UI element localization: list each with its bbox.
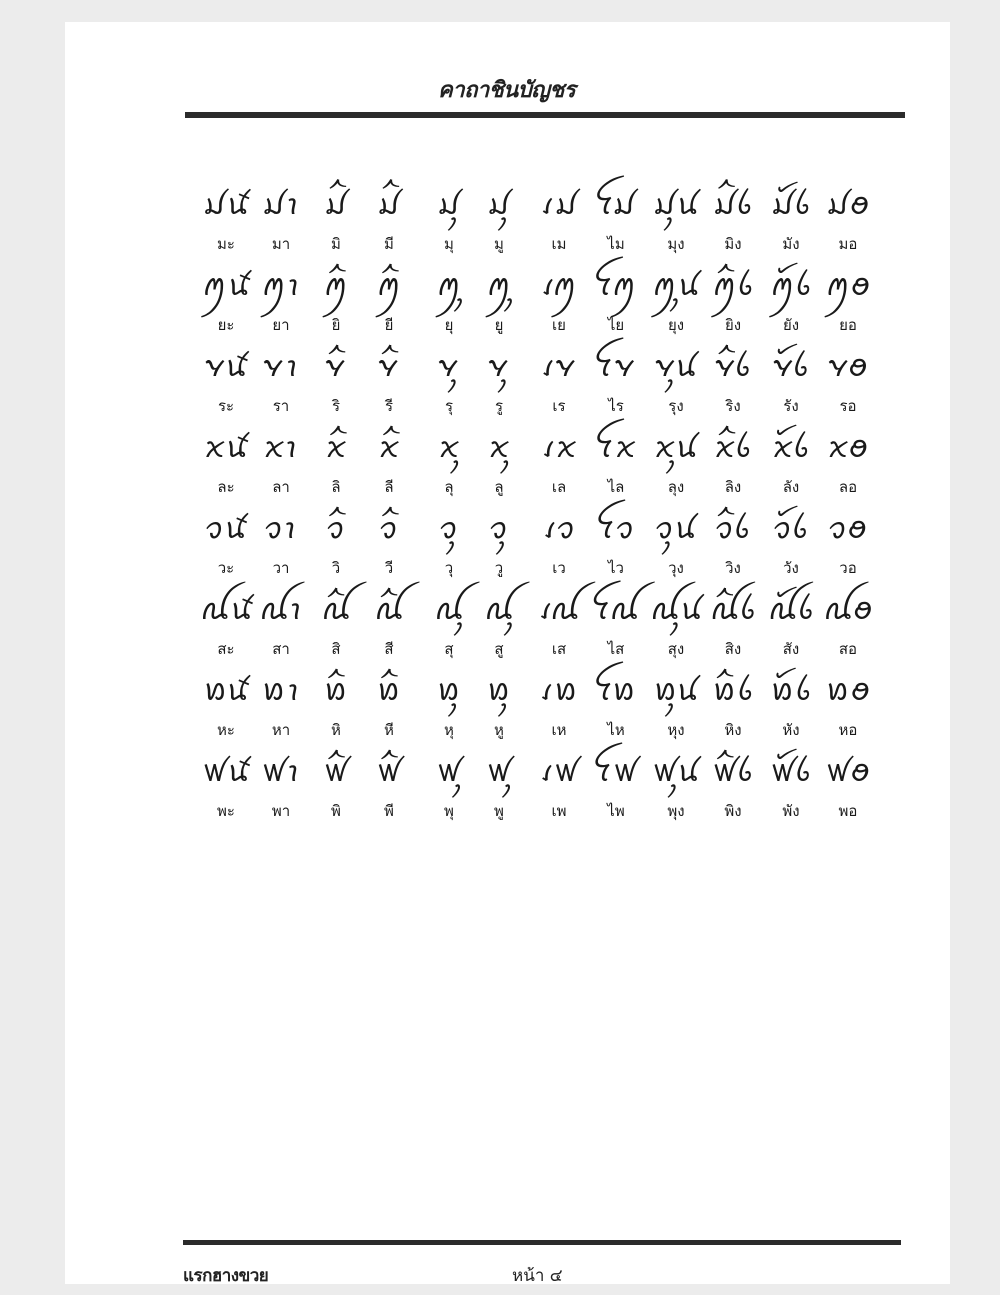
footer-book-title: แรกฮางขวย: [183, 1266, 269, 1286]
script-syllable: ꪩꪲꪉ: [714, 349, 752, 384]
script-syllable: ꪹꪎ: [541, 430, 577, 465]
script-syllable: ꪝꪱ: [261, 754, 301, 789]
thai-reading: ลิ: [331, 478, 341, 496]
script-row: [200, 428, 870, 468]
thai-reading: ระ: [217, 397, 235, 415]
thai-reading: ลุ: [444, 478, 454, 496]
thai-reading: มะ: [217, 235, 235, 253]
thai-reading: ริง: [725, 397, 741, 415]
thai-reading: สา: [272, 640, 290, 658]
script-syllable: ꪣꪲ: [324, 187, 348, 222]
thai-reading: สี: [384, 640, 394, 658]
thai-reading: เม: [551, 235, 567, 253]
script-syllable: ꪑꪮ: [825, 268, 871, 303]
script-syllable: ꪫꪲ: [326, 511, 346, 546]
script-syllable: ꪩꪰꪉ: [772, 349, 810, 384]
thai-reading: ไส: [607, 640, 625, 658]
thai-reading: รา: [272, 397, 290, 415]
script-syllable: ꪫꪮ: [828, 511, 868, 546]
thai-reading: ยี: [384, 316, 394, 334]
thai-reading: ละ: [217, 478, 235, 496]
thai-reading: พุ: [444, 802, 454, 820]
script-syllable: ꪎꪴ: [488, 430, 510, 465]
script-syllable: ꪝꪴꪙ: [652, 754, 700, 789]
thai-reading: พัง: [782, 802, 800, 820]
script-syllable: ꪣꪽ: [203, 187, 249, 222]
script-syllable: ꪎꪲ: [378, 430, 400, 465]
thai-reading: มิ: [331, 235, 341, 253]
thai-reading: หี: [384, 721, 394, 739]
script-row: [200, 509, 870, 549]
thai-reading: ไม: [607, 235, 625, 253]
thai-reading: วา: [272, 559, 290, 577]
thai-reading: พี: [384, 802, 394, 820]
script-syllable: ꪝꪲ: [376, 754, 402, 789]
thai-reading: สิ: [331, 640, 341, 658]
script-syllable: ꪹꪝ: [539, 754, 579, 789]
script-syllable: ꪩꪲ: [377, 349, 401, 384]
script-syllable: ꪹꪫ: [542, 511, 576, 546]
thai-reading: ยู: [494, 316, 504, 334]
script-syllable: ꪼꪏ: [592, 592, 640, 627]
script-syllable: ꪼꪫ: [597, 511, 635, 546]
script-row: [200, 347, 870, 387]
script-syllable: ꪎꪴꪙ: [654, 430, 698, 465]
script-syllable: ꪣꪴ: [437, 187, 461, 222]
script-syllable: ꪼꪣ: [596, 187, 636, 222]
script-syllable: ꪼꪭ: [595, 673, 637, 708]
thai-reading: สิง: [724, 640, 742, 658]
script-syllable: ꪏꪰꪉ: [767, 592, 815, 627]
script-syllable: ꪭꪴ: [486, 673, 512, 708]
thai-reading: ลัง: [782, 478, 800, 496]
script-syllable: ꪭꪲ: [376, 673, 402, 708]
thai-reading: รู: [494, 397, 504, 415]
script-syllable: ꪫꪲ: [379, 511, 399, 546]
script-syllable: ꪩꪽ: [204, 349, 248, 384]
script-row: [200, 266, 870, 306]
thai-reading: รัง: [783, 397, 799, 415]
thai-reading: ยุง: [667, 316, 685, 334]
thai-reading: ไร: [608, 397, 624, 415]
script-syllable: ꪎꪰꪉ: [772, 430, 810, 465]
script-syllable: ꪭꪴꪙ: [653, 673, 699, 708]
thai-reading: พิ: [331, 802, 341, 820]
thai-reading: วัง: [783, 559, 799, 577]
script-syllable: ꪏꪲ: [321, 592, 351, 627]
thai-reading: พุง: [667, 802, 685, 820]
thai-reading: ยุ: [444, 316, 454, 334]
script-syllable: ꪏꪽ: [200, 592, 253, 627]
script-syllable: ꪣꪮ: [826, 187, 870, 222]
thai-reading: หอ: [838, 721, 858, 739]
thai-reading: มา: [271, 235, 291, 253]
script-syllable: ꪹꪩ: [540, 349, 578, 384]
thai-reading: ไย: [607, 316, 625, 334]
thai-reading: ลา: [272, 478, 290, 496]
thai-reading: วุ: [444, 559, 454, 577]
script-syllable: ꪏꪲꪉ: [709, 592, 757, 627]
thai-reading: พอ: [838, 802, 858, 820]
script-syllable: ꪎꪮ: [827, 430, 869, 465]
thai-reading: หุง: [667, 721, 685, 739]
thai-reading: ยอ: [839, 316, 857, 334]
thai-reading: วุง: [668, 559, 684, 577]
thai-reading: มิง: [724, 235, 742, 253]
script-syllable: ꪝꪲ: [323, 754, 349, 789]
script-syllable: ꪑꪱ: [261, 268, 301, 303]
script-syllable: ꪏꪴꪙ: [650, 592, 703, 627]
script-syllable: ꪏꪮ: [823, 592, 873, 627]
script-syllable: ꪏꪴ: [434, 592, 464, 627]
thai-reading: เร: [552, 397, 566, 415]
thai-reading: หัง: [782, 721, 800, 739]
script-row: [200, 671, 870, 711]
script-row: [200, 590, 873, 630]
script-row: [200, 185, 870, 225]
script-syllable: ꪩꪴꪙ: [654, 349, 698, 384]
thai-reading: ริ: [331, 397, 341, 415]
thai-reading: ลี: [384, 478, 394, 496]
script-syllable: ꪭꪲꪉ: [712, 673, 754, 708]
thai-reading: ยิง: [724, 316, 742, 334]
script-syllable: ꪎꪽ: [204, 430, 248, 465]
script-syllable: ꪑꪲꪉ: [712, 268, 754, 303]
script-syllable: ꪫꪴ: [489, 511, 509, 546]
thai-reading: สุ: [444, 640, 454, 658]
script-syllable: ꪑꪲ: [323, 268, 349, 303]
header-divider: [185, 112, 905, 118]
thai-reading: เส: [551, 640, 567, 658]
script-syllable: ꪝꪽ: [202, 754, 250, 789]
thai-reading: ยิ: [331, 316, 341, 334]
thai-reading: รุง: [668, 397, 684, 415]
script-syllable: ꪏꪴ: [484, 592, 514, 627]
thai-reading: วู: [494, 559, 504, 577]
script-syllable: ꪫꪱ: [264, 511, 298, 546]
script-syllable: ꪑꪴ: [436, 268, 462, 303]
thai-reading: รอ: [839, 397, 857, 415]
script-syllable: ꪑꪽ: [202, 268, 250, 303]
script-syllable: ꪫꪰꪉ: [773, 511, 809, 546]
script-syllable: ꪭꪱ: [261, 673, 301, 708]
thai-reading: หะ: [217, 721, 235, 739]
thai-reading: สู: [494, 640, 504, 658]
thai-reading: ยัง: [782, 316, 800, 334]
thai-reading: รี: [384, 397, 394, 415]
script-syllable: ꪝꪰꪉ: [770, 754, 812, 789]
thai-reading: วิ: [331, 559, 341, 577]
thai-reading: มุง: [667, 235, 685, 253]
script-syllable: ꪭꪴ: [436, 673, 462, 708]
thai-reading: ยะ: [217, 316, 235, 334]
script-syllable: ꪫꪴ: [439, 511, 459, 546]
script-syllable: ꪼꪝ: [594, 754, 638, 789]
thai-reading: ลุง: [667, 478, 685, 496]
script-syllable: ꪹꪣ: [540, 187, 578, 222]
thai-reading: ไล: [607, 478, 625, 496]
script-syllable: ꪼꪎ: [596, 430, 636, 465]
script-syllable: ꪣꪰꪉ: [771, 187, 811, 222]
thai-reading: ลิง: [724, 478, 742, 496]
thai-reading: เพ: [551, 802, 567, 820]
thai-reading: ไว: [608, 559, 624, 577]
thai-reading: สอ: [838, 640, 858, 658]
script-syllable: ꪭꪮ: [825, 673, 871, 708]
page-header-title: คาถาชินบัญชร: [438, 77, 576, 103]
script-syllable: ꪏꪱ: [259, 592, 303, 627]
thai-reading: หู: [494, 721, 504, 739]
script-syllable: ꪹꪏ: [538, 592, 580, 627]
script-syllable: ꪝꪴ: [486, 754, 512, 789]
script-syllable: ꪭꪽ: [203, 673, 249, 708]
script-syllable: ꪼꪑ: [595, 268, 637, 303]
thai-reading: เว: [552, 559, 566, 577]
thai-reading: รุ: [444, 397, 454, 415]
thai-reading: สะ: [217, 640, 235, 658]
footer-divider: [183, 1240, 901, 1245]
script-syllable: ꪑꪴꪙ: [652, 268, 700, 303]
thai-reading: มอ: [838, 235, 858, 253]
thai-reading: หิ: [331, 721, 341, 739]
thai-reading-row: [200, 799, 870, 839]
script-syllable: ꪹꪭ: [539, 673, 579, 708]
script-syllable: ꪝꪮ: [825, 754, 871, 789]
thai-reading: ลู: [494, 478, 504, 496]
script-syllable: ꪣꪴꪙ: [653, 187, 699, 222]
script-syllable: ꪑꪴ: [486, 268, 512, 303]
thai-reading: มัง: [782, 235, 800, 253]
thai-reading: พู: [494, 802, 504, 820]
script-syllable: ꪣꪴ: [487, 187, 511, 222]
script-syllable: ꪩꪮ: [828, 349, 868, 384]
thai-reading: มี: [384, 235, 394, 253]
thai-reading: หา: [271, 721, 291, 739]
thai-reading: ไพ: [607, 802, 625, 820]
thai-reading: วี: [384, 559, 394, 577]
thai-reading: วิง: [725, 559, 741, 577]
thai-reading: เย: [552, 316, 566, 334]
thai-reading: ลอ: [838, 478, 858, 496]
script-syllable: ꪭꪲ: [323, 673, 349, 708]
page-number: หน้า ๔: [512, 1266, 563, 1286]
script-syllable: ꪣꪲꪉ: [713, 187, 753, 222]
thai-reading: พา: [271, 802, 291, 820]
thai-reading: วอ: [839, 559, 857, 577]
script-syllable: ꪫꪽ: [205, 511, 247, 546]
script-syllable: ꪎꪱ: [263, 430, 299, 465]
script-row: [200, 752, 870, 792]
thai-reading: ไห: [607, 721, 625, 739]
thai-reading: หิง: [724, 721, 742, 739]
script-syllable: ꪣꪱ: [262, 187, 300, 222]
thai-reading: วะ: [217, 559, 235, 577]
script-syllable: ꪫꪲꪉ: [715, 511, 751, 546]
script-syllable: ꪑꪲ: [376, 268, 402, 303]
thai-reading: พะ: [217, 802, 235, 820]
thai-reading: พิง: [724, 802, 742, 820]
script-syllable: ꪑꪰꪉ: [770, 268, 812, 303]
script-syllable: ꪩꪴ: [487, 349, 511, 384]
script-syllable: ꪼꪩ: [595, 349, 637, 384]
script-syllable: ꪩꪱ: [262, 349, 300, 384]
thai-reading: หุ: [444, 721, 454, 739]
thai-reading: สัง: [782, 640, 800, 658]
thai-reading: เล: [551, 478, 567, 496]
script-syllable: ꪎꪲ: [325, 430, 347, 465]
script-syllable: ꪫꪴꪙ: [655, 511, 697, 546]
thai-reading: ยา: [272, 316, 290, 334]
thai-reading: เห: [551, 721, 567, 739]
script-syllable: ꪝꪲꪉ: [712, 754, 754, 789]
thai-reading: มู: [494, 235, 504, 253]
thai-reading: สุง: [667, 640, 685, 658]
script-syllable: ꪎꪲꪉ: [714, 430, 752, 465]
script-syllable: ꪎꪴ: [438, 430, 460, 465]
script-syllable: ꪭꪰꪉ: [770, 673, 812, 708]
script-syllable: ꪣꪲ: [377, 187, 401, 222]
script-syllable: ꪹꪑ: [540, 268, 578, 303]
script-syllable: ꪩꪴ: [437, 349, 461, 384]
script-syllable: ꪏꪲ: [374, 592, 404, 627]
script-syllable: ꪝꪴ: [436, 754, 462, 789]
script-syllable: ꪩꪲ: [324, 349, 348, 384]
thai-reading: มุ: [444, 235, 454, 253]
